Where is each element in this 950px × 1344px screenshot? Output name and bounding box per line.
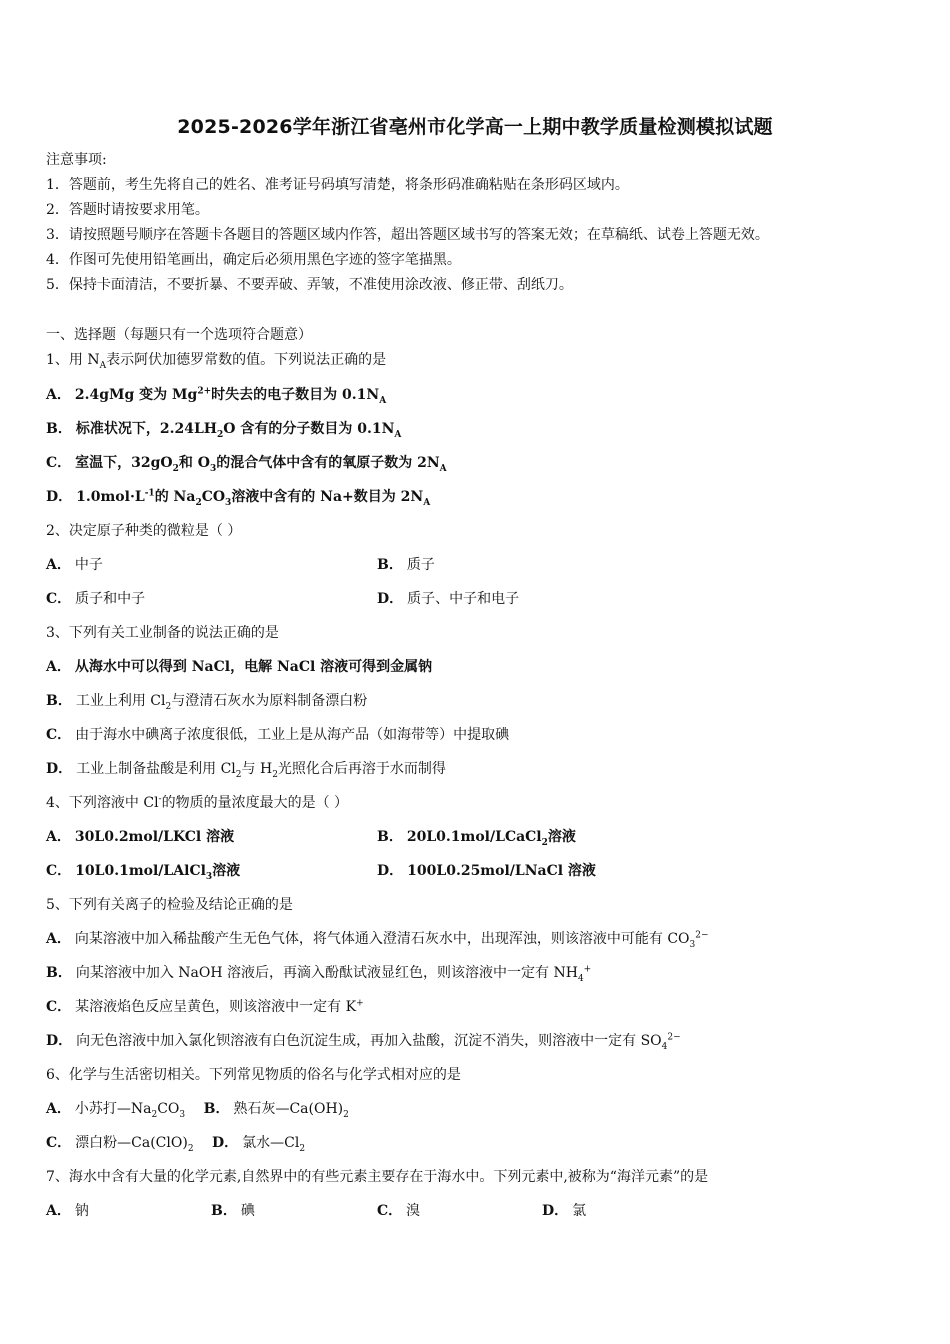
notice-item: 5．保持卡面清洁，不要折暴、不要弄破、弄皱，不准使用涂改液、修正带、刮纸刀。 xyxy=(46,277,573,293)
question-1-stem: 1、用 $N_A$表示阿伏加德罗常数的值。下列说法正确的是 xyxy=(46,352,387,371)
q4-options-row-2 xyxy=(46,861,906,881)
q1-option-c[interactable]: C． 室温下，$32gO_2$和 $O_3$的混合气体中含有的氧原子数为 $2N_A$ xyxy=(46,455,447,474)
q7-option-a[interactable]: A． 钠 xyxy=(46,1203,89,1219)
notice-item: 4．作图可先使用铅笔画出，确定后必须用黑色字迹的签字笔描黑。 xyxy=(46,252,461,268)
notice-item: 1．答题前，考生先将自己的姓名、准考证号码填写清楚，将条形码准确粘贴在条形码区域内。 xyxy=(46,177,629,193)
q5-option-a[interactable]: A． 向某溶液中加入稀盐酸产生无色气体，将气体通入澄清石灰水中，出现浑浊，则该溶液中可能有 $CO_3^{2-}$ xyxy=(46,930,709,950)
question-4-stem: 4、下列溶液中 Cl-的物质的量浓度最大的是（ ） xyxy=(46,794,349,811)
question-7-stem: 7、海水中含有大量的化学元素,自然界中的有些元素主要存在于海水中。下列元素中,被称为“海洋元素”的是 xyxy=(46,1169,709,1185)
q2-option-a[interactable]: A． 中子 xyxy=(46,557,103,573)
q3-option-b[interactable]: B． 工业上利用 $Cl_2$与澄清石灰水为原料制备漂白粉 xyxy=(46,693,368,712)
notice-item: 2．答题时请按要求用笔。 xyxy=(46,202,209,218)
q4-option-a[interactable]: A． 30L0.2mol/LKCl 溶液 xyxy=(46,829,235,845)
q3-option-a[interactable]: A． 从海水中可以得到 NaCl，电解 NaCl 溶液可得到金属钠 xyxy=(46,659,433,675)
q2-options-row-1 xyxy=(46,555,906,575)
q4-option-b[interactable]: B． 20L0.1mol/LCaCl$_2$溶液 xyxy=(377,829,576,848)
q7-option-d[interactable]: D． 氯 xyxy=(542,1203,587,1219)
page-title: 2025-2026学年浙江省亳州市化学高一上期中教学质量检测模拟试题 xyxy=(177,116,773,138)
q6-option-b[interactable]: B． 熟石灰$—Ca(OH)_2$ xyxy=(203,1101,349,1120)
notice-heading: 注意事项: xyxy=(46,152,107,168)
notice-item: 3．请按照题号顺序在答题卡各题目的答题区域内作答，超出答题区域书写的答案无效；在草稿纸、试卷上答题无效。 xyxy=(46,227,769,243)
q6-option-c[interactable]: C． 漂白粉$—Ca(ClO)_2$ xyxy=(46,1135,194,1154)
q7-option-c[interactable]: C． 溴 xyxy=(377,1203,421,1219)
q2-option-d[interactable]: D． 质子、中子和电子 xyxy=(377,591,520,607)
question-6-stem: 6、化学与生活密切相关。下列常见物质的俗名与化学式相对应的是 xyxy=(46,1067,461,1083)
question-3-stem: 3、下列有关工业制备的说法正确的是 xyxy=(46,625,279,641)
q6-options-row-1 xyxy=(46,1099,349,1119)
q3-option-c[interactable]: C． 由于海水中碘离子浓度很低，工业上是从海产品（如海带等）中提取碘 xyxy=(46,727,510,743)
q1-option-d[interactable]: D． $1.0mol\cdot L^{-1}$的 $Na_2CO_3$溶液中含有的 Na+数目为 $2N_A$ xyxy=(46,488,431,508)
q2-option-b[interactable]: B． 质子 xyxy=(377,557,435,573)
q5-option-d[interactable]: D． 向无色溶液中加入氯化钡溶液有白色沉淀生成，再加入盐酸，沉淀不消失，则溶液中一定有 $SO_4^{2-}$ xyxy=(46,1032,681,1052)
q7-option-b[interactable]: B． 碘 xyxy=(211,1203,255,1219)
q6-option-a[interactable]: A． 小苏打$—Na_2CO_3$ xyxy=(46,1101,186,1120)
q6-option-d[interactable]: D． 氯水$—Cl_2$ xyxy=(212,1135,306,1154)
question-5-stem: 5、下列有关离子的检验及结论正确的是 xyxy=(46,897,293,913)
q4-options-row-1 xyxy=(46,827,906,847)
q5-option-b[interactable]: B． 向某溶液中加入 NaOH 溶液后，再滴入酚酞试液显红色，则该溶液中一定有 $NH_4^+$ xyxy=(46,964,592,984)
q4-option-c[interactable]: C． 10L0.1mol/LAlCl$_3$溶液 xyxy=(46,863,241,882)
q6-options-row-2 xyxy=(46,1133,305,1153)
q2-options-row-2 xyxy=(46,589,906,609)
q3-option-d[interactable]: D． 工业上制备盐酸是利用 $Cl_2$与 $H_2$光照化合后再溶于水而制得 xyxy=(46,761,446,780)
q1-option-b[interactable]: B． 标准状况下，$2.24LH_2O$ 含有的分子数目为 $0.1N_A$ xyxy=(46,421,402,440)
question-2-stem: 2、决定原子种类的微粒是（ ） xyxy=(46,523,242,539)
q4-option-d[interactable]: D． 100L0.25mol/LNaCl 溶液 xyxy=(377,863,596,879)
q5-option-c[interactable]: C． 某溶液焰色反应呈黄色，则该溶液中一定有 K+ xyxy=(46,998,364,1015)
section-heading: 一、选择题（每题只有一个选项符合题意） xyxy=(46,327,312,343)
q2-option-c[interactable]: C． 质子和中子 xyxy=(46,591,146,607)
q1-option-a[interactable]: A． 2.4gMg 变为 $Mg^{2+}$时失去的电子数目为 $0.1N_A$ xyxy=(46,386,387,406)
